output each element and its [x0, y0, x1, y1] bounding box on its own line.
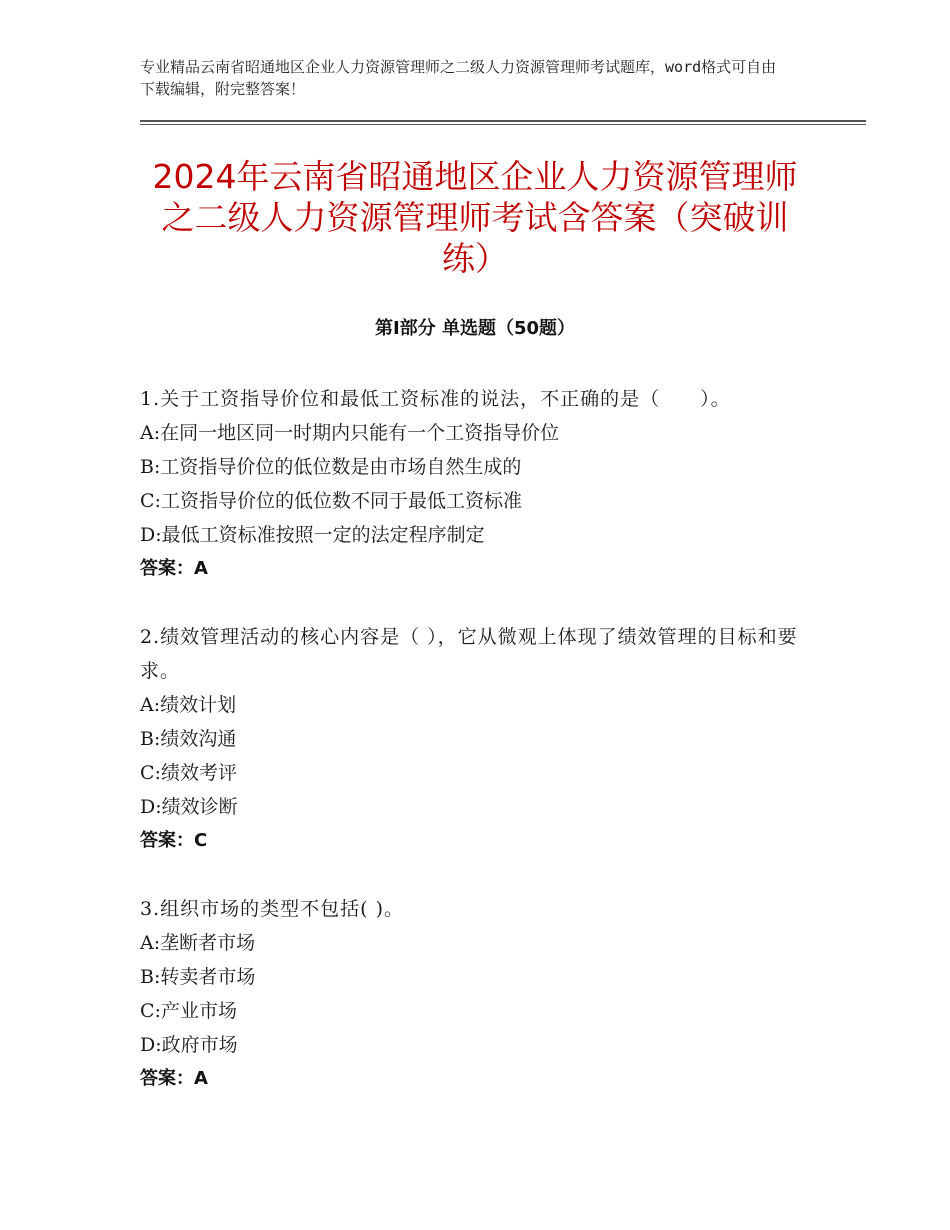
option-c: C:绩效考评 — [140, 762, 237, 784]
question-list — [140, 382, 810, 1096]
spacer — [140, 858, 810, 892]
document-title: 2024年云南省昭通地区企业人力资源管理师之二级人力资源管理师考试含答案（突破训练） — [152, 157, 798, 278]
answer-label: 答案：A — [140, 558, 208, 579]
question-stem: 1.关于工资指导价位和最低工资标准的说法，不正确的是（ ）。 — [140, 388, 731, 410]
option-b: B:工资指导价位的低位数是由市场自然生成的 — [140, 456, 522, 478]
section-heading: 第Ⅰ部分 单选题（50题） — [374, 318, 575, 339]
option-a: A:垄断者市场 — [140, 932, 256, 954]
question-stem: 3.组织市场的类型不包括( )。 — [140, 898, 404, 920]
question-1 — [140, 382, 810, 586]
option-b: B:转卖者市场 — [140, 966, 256, 988]
spacer — [140, 586, 810, 620]
option-a: A:在同一地区同一时期内只能有一个工资指导价位 — [140, 422, 560, 444]
option-d: D:最低工资标准按照一定的法定程序制定 — [140, 524, 485, 546]
answer-label: 答案：C — [140, 830, 208, 851]
option-b: B:绩效沟通 — [140, 728, 237, 750]
option-a: A:绩效计划 — [140, 694, 237, 716]
option-d: D:绩效诊断 — [140, 796, 238, 818]
header-divider — [140, 120, 866, 125]
option-d: D:政府市场 — [140, 1034, 238, 1056]
question-3 — [140, 892, 810, 1096]
answer-label: 答案：A — [140, 1068, 208, 1089]
option-c: C:工资指导价位的低位数不同于最低工资标准 — [140, 490, 522, 512]
option-c: C:产业市场 — [140, 1000, 237, 1022]
question-2 — [140, 620, 810, 858]
question-stem: 2.绩效管理活动的核心内容是（ ），它从微观上体现了绩效管理的目标和要求。 — [140, 626, 798, 682]
header-note: 专业精品云南省昭通地区企业人力资源管理师之二级人力资源管理师考试题库，word格式可自由下载编辑，附完整答案！ — [140, 58, 777, 98]
